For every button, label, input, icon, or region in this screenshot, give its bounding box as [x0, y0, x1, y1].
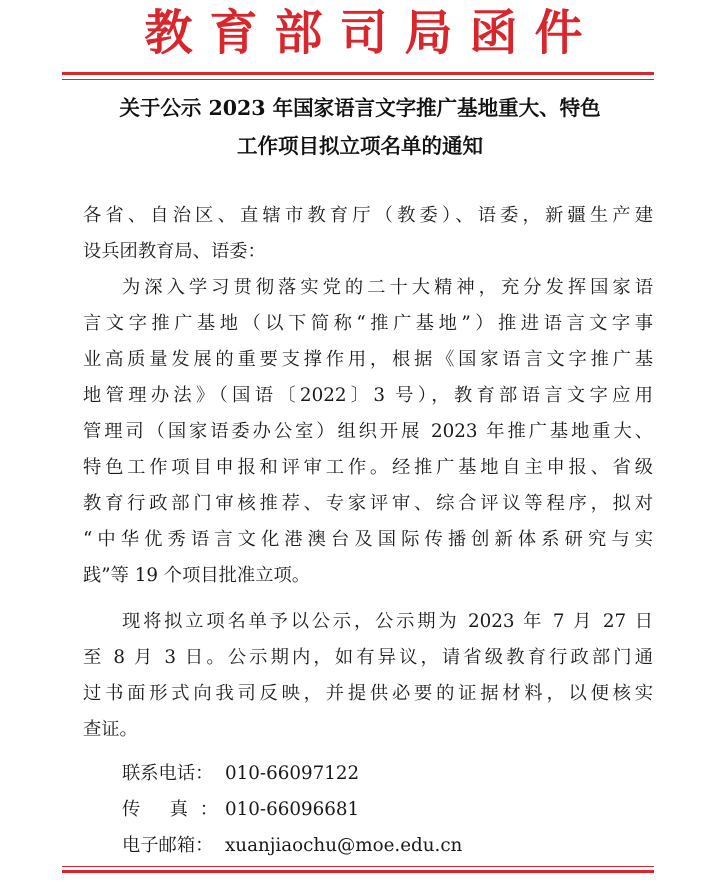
document-title-line-1: 关于公示 2023 年国家语言文字推广基地重大、特色: [119, 96, 601, 120]
email-label: 电子邮箱：: [122, 835, 214, 856]
document-title-line-2: 工作项目拟立项名单的通知: [237, 134, 483, 158]
paragraph-1-line-4: 地管理办法》（国语〔2022〕3 号），教育部语言文字应用: [83, 385, 653, 406]
salutation-line-1: 各省、自治区、直辖市教育厅（教委）、语委，新疆生产建: [83, 205, 653, 226]
contact-fax-row: [122, 797, 359, 823]
fax-label: 传 真：: [122, 799, 218, 820]
paragraph-1-line-7: 教育行政部门审核推荐、专家评审、综合评议等程序，拟对: [83, 493, 653, 514]
letterhead-rule-thin: [62, 79, 654, 80]
letterhead: 教育部司局函件: [144, 5, 600, 61]
paragraph-2-line-3: 过书面形式向我司反映，并提供必要的证据材料，以便核实: [83, 683, 653, 704]
paragraph-2-line-2: 至 8 月 3 日。公示期内，如有异议，请省级教育行政部门通: [83, 647, 653, 668]
paragraph-2-line-1: 现将拟立项名单予以公示，公示期为 2023 年 7 月 27 日: [122, 611, 653, 632]
salutation-line-2: 设兵团教育局、语委：: [83, 241, 266, 262]
paragraph-1-line-5: 管理司（国家语委办公室）组织开展 2023 年推广基地重大、: [83, 421, 653, 442]
contact-email-row: [122, 833, 462, 859]
letterhead-rule-thick: [62, 72, 654, 75]
email-address[interactable]: xuanjiaochu@moe.edu.cn: [225, 835, 463, 856]
paragraph-1-line-9: 践”等 19 个项目批准立项。: [83, 565, 311, 586]
paragraph-2-line-4: 查证。: [83, 719, 138, 740]
phone-number: 010-66097122: [225, 763, 360, 784]
paragraph-1-line-8: “中华优秀语言文化港澳台及国际传播创新体系研究与实: [83, 529, 653, 550]
paragraph-1-line-1: 为深入学习贯彻落实党的二十大精神，充分发挥国家语: [122, 277, 653, 298]
footer-rule-thick: [62, 870, 654, 873]
paragraph-1-line-2: 言文字推广基地（以下简称“推广基地”）推进语言文字事: [83, 313, 653, 334]
fax-number: 010-66096681: [225, 799, 360, 820]
footer-rule-thin: [62, 866, 654, 867]
phone-label: 联系电话：: [122, 763, 214, 784]
paragraph-1-line-3: 业高质量发展的重要支撑作用，根据《国家语言文字推广基: [83, 349, 653, 370]
contact-phone-row: [122, 761, 359, 787]
paragraph-1-line-6: 特色工作项目申报和评审工作。经推广基地自主申报、省级: [83, 457, 653, 478]
